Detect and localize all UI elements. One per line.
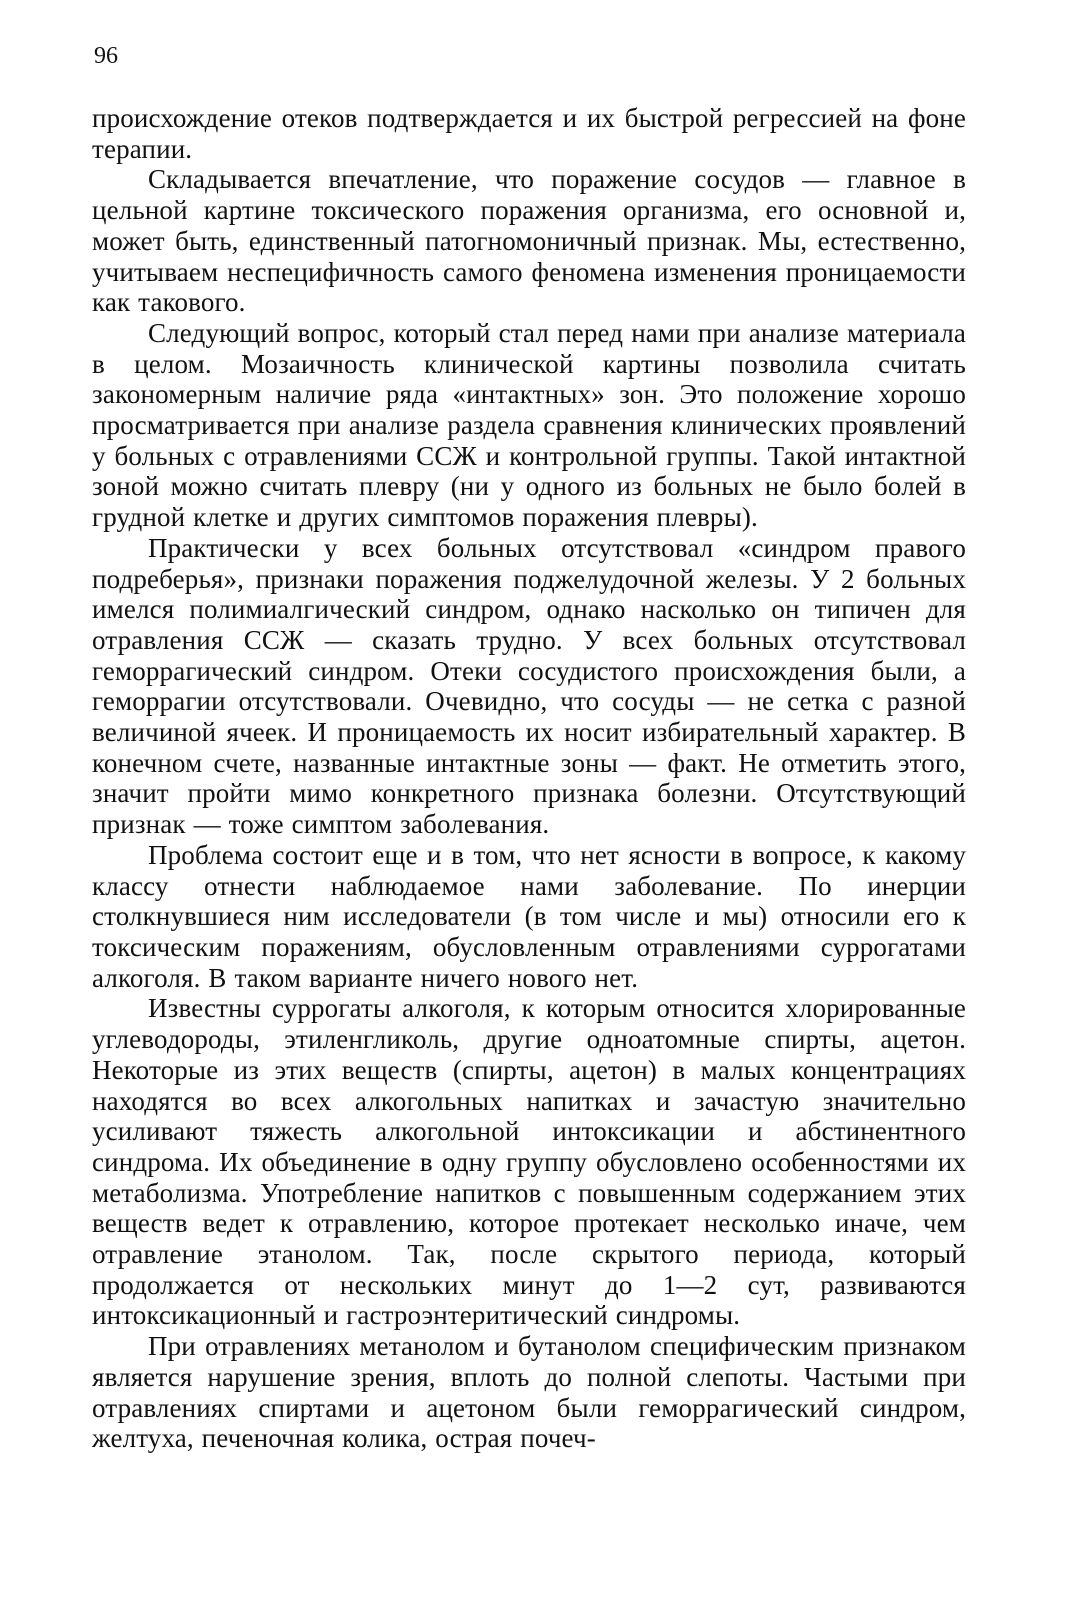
body-text [92, 103, 966, 1454]
paragraph-3: Следующий вопрос, который стал перед нами при анализе материала в целом. Мозаичность клинической картины позволила считать закономерным наличие ряда «интактных» зон. Это положение хорошо просматривается при анализе раздела сравнения клинических проявлений у больных с отравлениями ССЖ и контрольной группы. Такой интактной зоной можно считать плевру (ни у одного из больных не было болей в грудной клетке и других симптомов поражения плевры). [92, 317, 966, 533]
paragraph-6: Известны суррогаты алкоголя, к которым относится хлорированные углеводороды, этиленгликоль, другие одноатомные спирты, ацетон. Некоторые из этих веществ (спирты, ацетон) в малых концентрациях находятся во всех алкогольных напитках и зачастую значительно усиливают тяжесть алкогольной интоксикации и абстинентного синдрома. Их объединение в одну группу обусловлено особенностями их метаболизма. Употребление напитков с повышенным содержанием этих веществ ведет к отравлению, которое протекает несколько иначе, чем отравление этанолом. Так, после скрытого периода, который продолжается от нескольких минут до 1—2 сут, развиваются интоксикационный и гастроэнтеритический синдромы. [92, 993, 966, 1331]
paragraph-2: Складывается впечатление, что поражение сосудов — главное в цельной картине токсического поражения организма, его основной и, может быть, единственный патогномоничный признак. Мы, естественно, учитываем неспецифичность самого феномена изменения проницаемости как такового. [92, 164, 966, 318]
paragraph-7: При отравлениях метанолом и бутанолом специфическим признаком является нарушение зрения, вплоть до полной слепоты. Частыми при отравлениях спиртами и ацетоном были геморрагический синдром, желтуха, печеночная колика, острая почеч- [92, 1331, 966, 1454]
paragraph-4: Практически у всех больных отсутствовал «синдром правого подреберья», признаки поражения поджелудочной железы. У 2 больных имелся полимиалгический синдром, однако насколько он типичен для отравления ССЖ — сказать трудно. У всех больных отсутствовал геморрагический синдром. Отеки сосудистого происхождения были, а геморрагии отсутствовали. Очевидно, что сосуды — не сетка с разной величиной ячеек. И проницаемость их носит избирательный характер. В конечном счете, названные интактные зоны — факт. Не отметить этого, значит пройти мимо конкретного признака болезни. Отсутствующий признак — тоже симптом заболевания. [92, 532, 966, 840]
paragraph-1: происхождение отеков подтверждается и их быстрой регрессией на фоне терапии. [92, 103, 966, 164]
paragraph-5: Проблема состоит еще и в том, что нет ясности в вопросе, к какому классу отнести наблюдаемое нами заболевание. По инерции столкнувшиеся ним исследователи (в том числе и мы) относили его к токсическим поражениям, обусловленным отравлениями суррогатами алкоголя. В таком варианте ничего нового нет. [92, 839, 966, 993]
page-number: 96 [94, 43, 118, 69]
